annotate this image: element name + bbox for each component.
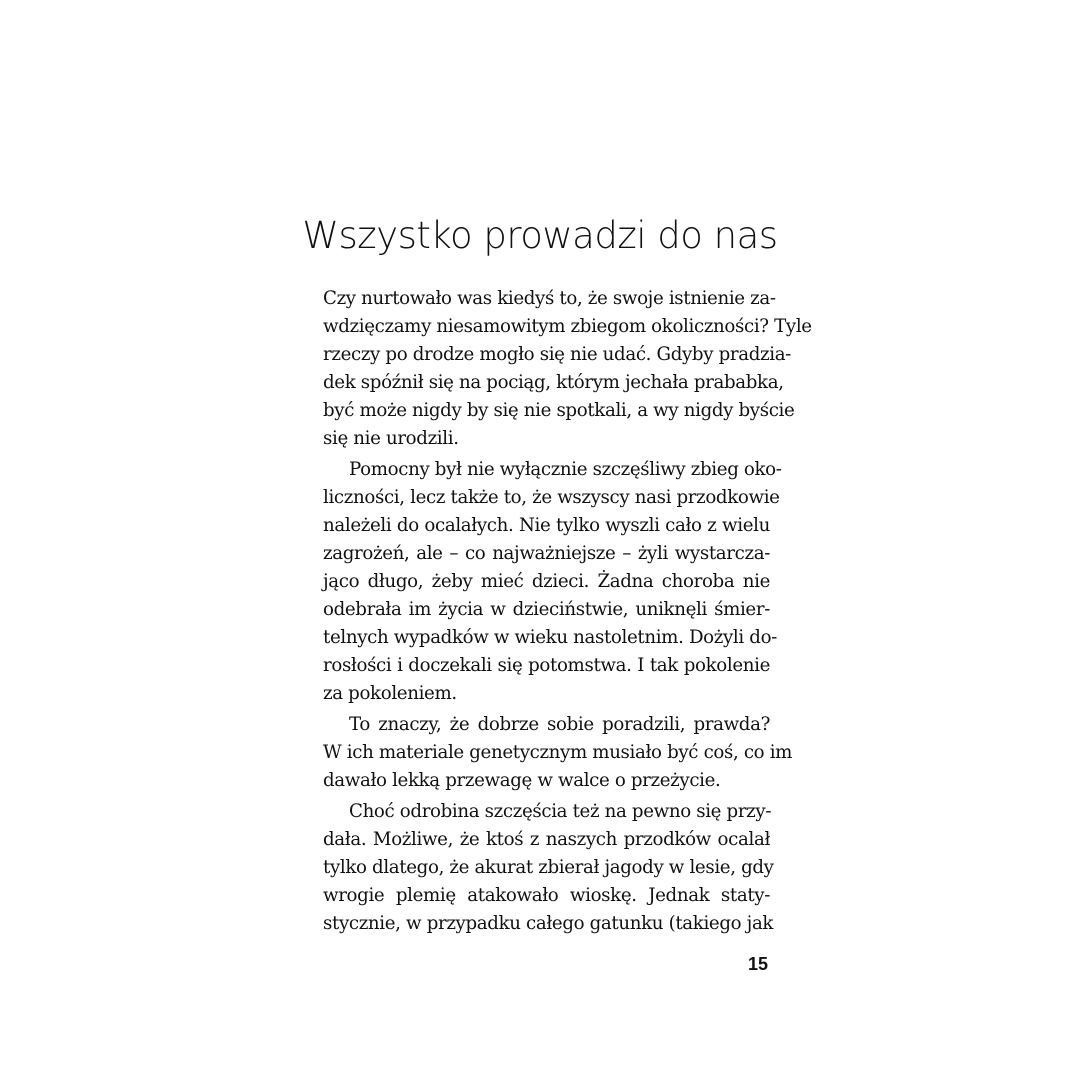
paragraph-1: [323, 285, 812, 453]
text-line: wdzięczamy niesamowitym zbiegom okoliczności? Tyle: [323, 316, 812, 337]
paragraph-4: [323, 798, 774, 938]
page-number: 15: [747, 954, 768, 974]
text-line: dała. Możliwe, że ktoś z naszych przodków ocalał: [323, 829, 770, 850]
text-line: telnych wypadków w wieku nastoletnim. Dożyli do-: [323, 627, 777, 648]
text-line: dek spóźnił się na pociąg, którym jechała prababka,: [323, 372, 784, 393]
text-line: być może nigdy by się nie spotkali, a wy nigdy byście: [323, 400, 795, 421]
paragraph-2: [323, 456, 782, 708]
text-line: zagrożeń, ale – co najważniejsze – żyli wystarcza-: [323, 543, 770, 564]
text-line: należeli do ocalałych. Nie tylko wyszli cało z wielu: [323, 515, 770, 536]
text-line: To znaczy, że dobrze sobie poradzili, prawda?: [349, 714, 770, 735]
text-line: za pokoleniem.: [323, 683, 457, 704]
text-line: W ich materiale genetycznym musiało być coś, co im: [323, 742, 793, 763]
text-line: rosłości i doczekali się potomstwa. I tak pokolenie: [323, 655, 770, 676]
text-line: Pomocny był nie wyłącznie szczęśliwy zbieg oko-: [349, 459, 782, 480]
text-line: odebrała im życia w dzieciństwie, uniknęli śmier-: [323, 599, 770, 620]
paragraph-3: [323, 711, 793, 795]
text-line: tylko dlatego, że akurat zbierał jagody w lesie, gdy: [323, 857, 774, 878]
text-line: Choć odrobina szczęścia też na pewno się przy-: [349, 801, 772, 822]
text-line: jąco długo, żeby mieć dzieci. Żadna choroba nie: [323, 571, 770, 592]
text-line: się nie urodzili.: [323, 428, 459, 449]
text-line: liczności, lecz także to, że wszyscy nasi przodkowie: [323, 487, 780, 508]
text-line: stycznie, w przypadku całego gatunku (takiego jak: [323, 913, 774, 934]
chapter-title: Wszystko prowadzi do nas: [302, 214, 778, 257]
text-line: rzeczy po drodze mogło się nie udać. Gdyby pradzia-: [323, 344, 791, 365]
text-line: wrogie plemię atakowało wioskę. Jednak staty-: [323, 885, 770, 906]
body-text: [323, 285, 812, 938]
text-line: Czy nurtowało was kiedyś to, że swoje istnienie za-: [323, 288, 776, 309]
text-line: dawało lekką przewagę w walce o przeżycie.: [323, 770, 721, 791]
